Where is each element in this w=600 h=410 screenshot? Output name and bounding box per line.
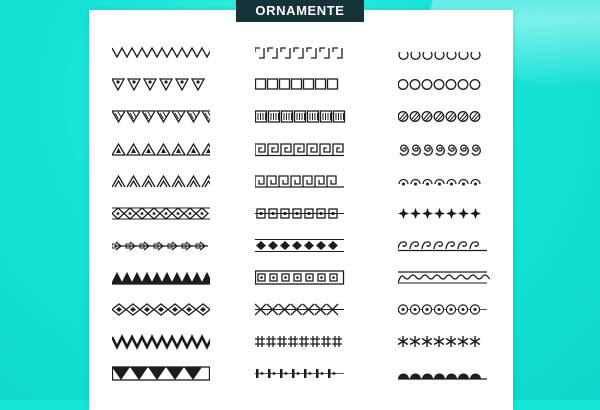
diamond-band-pattern: [112, 204, 210, 224]
chevron-triangle-pattern: [112, 172, 210, 192]
x-cross-pattern: [255, 300, 347, 320]
dot-circles-pattern: [398, 300, 490, 320]
half-moons-pattern: [398, 364, 490, 384]
spirals-pattern: [398, 140, 490, 160]
ornament-middle-hash: [255, 332, 347, 352]
ornament-left-filled-wave: [112, 268, 210, 288]
ornament-right-spirals: [398, 140, 490, 160]
ornament-middle-bracket: [255, 44, 347, 64]
ornament-left-arrow: [112, 236, 210, 256]
ornament-left-bold-zigzag: [112, 332, 210, 352]
ornament-right-hatched-circles: [398, 107, 490, 127]
star-cross-pattern: [398, 204, 490, 224]
dot-arcs-pattern: [398, 172, 490, 192]
ornament-middle-diamond-dot-band: [255, 236, 347, 256]
ornament-left-hatched-triangle: [112, 107, 210, 127]
hatched-triangle-pattern: [112, 107, 210, 127]
page-title: ORNAMENTE: [236, 0, 364, 22]
geometric-band-pattern: [112, 364, 210, 384]
ornament-left-triangle-circle: [112, 75, 210, 95]
filled-wave-pattern: [112, 268, 210, 288]
ornament-right-star-cross: [398, 204, 490, 224]
diamond-chain-pattern: [112, 300, 210, 320]
ornament-left-diamond-band: [112, 204, 210, 224]
ornament-left-zigzag: [112, 44, 210, 64]
dotted-band-pattern: [255, 204, 347, 224]
squares-pattern: [255, 75, 347, 95]
bracket-pattern: [255, 44, 347, 64]
ornament-right-half-moons: [398, 364, 490, 384]
ornament-right-open-arcs: [398, 44, 490, 64]
ornament-right-scallop-band: [398, 268, 490, 288]
ornament-right-wave-scroll: [398, 236, 490, 256]
greek-key-pattern: [255, 140, 347, 160]
ornament-middle-boxed-rings: [255, 268, 347, 288]
hatched-circles-pattern: [398, 107, 490, 127]
arrow-pattern: [112, 236, 210, 256]
open-arcs-pattern: [398, 44, 490, 64]
meander-pattern: [255, 172, 347, 192]
ornament-left-chevron-triangle: [112, 172, 210, 192]
ornament-middle-dotted-band: [255, 204, 347, 224]
ornament-right-circles: [398, 75, 490, 95]
ornament-left-geometric-band: [112, 364, 210, 384]
ornament-middle-meander: [255, 172, 347, 192]
ornament-right-asterisks: [398, 332, 490, 352]
bold-zigzag-pattern: [112, 332, 210, 352]
triangle-circle-pattern: [112, 75, 210, 95]
ornament-middle-x-cross: [255, 300, 347, 320]
asterisks-pattern: [398, 332, 490, 352]
ornament-right-dot-arcs: [398, 172, 490, 192]
wave-scroll-pattern: [398, 236, 490, 256]
nested-triangle-pattern: [112, 140, 210, 160]
zigzag-pattern: [112, 44, 210, 64]
circles-pattern: [398, 75, 490, 95]
boxed-rings-pattern: [255, 268, 347, 288]
scallop-band-pattern: [398, 268, 490, 288]
bar-dots-pattern: [255, 364, 347, 384]
ornament-middle-bar-dots: [255, 364, 347, 384]
vertical-lines-pattern: [255, 107, 347, 127]
ornament-middle-vertical-lines: [255, 107, 347, 127]
ornament-middle-squares: [255, 75, 347, 95]
hash-pattern: [255, 332, 347, 352]
ornament-left-nested-triangle: [112, 140, 210, 160]
diamond-dot-band-pattern: [255, 236, 347, 256]
ornament-left-diamond-chain: [112, 300, 210, 320]
ornament-right-dot-circles: [398, 300, 490, 320]
ornament-middle-greek-key: [255, 140, 347, 160]
